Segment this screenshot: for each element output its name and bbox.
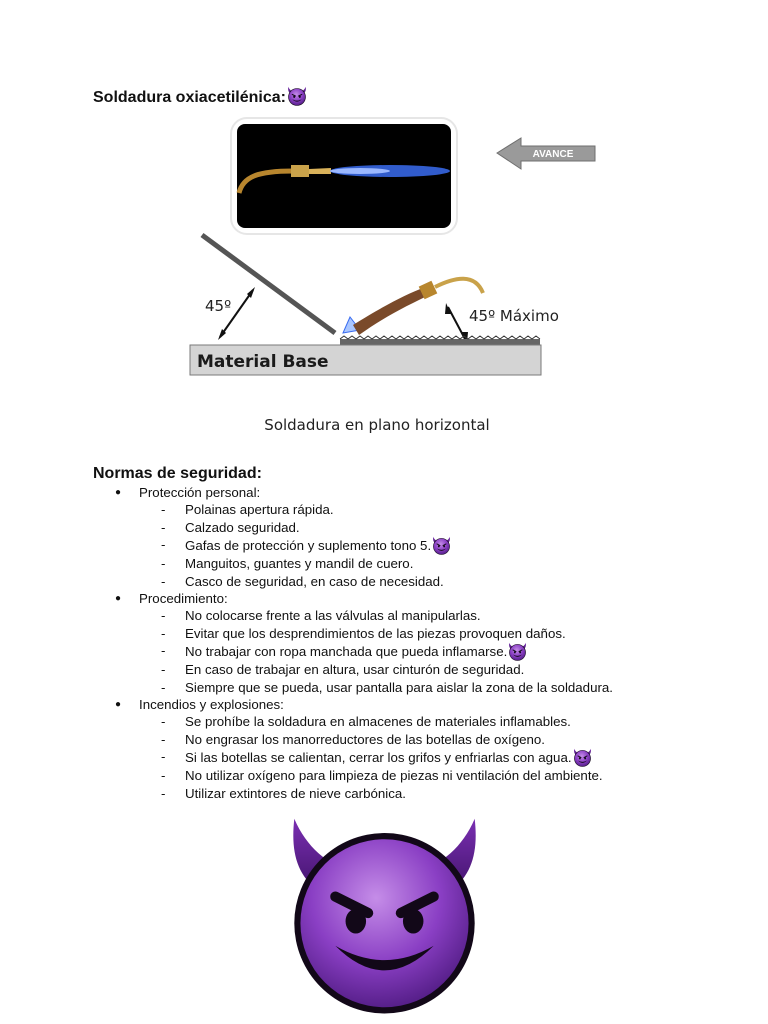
safety-section-label: Protección personal: [139, 485, 261, 500]
avance-label: AVANCE [532, 149, 574, 160]
dash-marker: - [161, 625, 166, 641]
safety-section-label: Incendios y explosiones: [139, 697, 284, 713]
list-item [93, 661, 733, 678]
list-item-text: Si las botellas se calientan, cerrar los grifos y enfriarlas con agua. [185, 750, 572, 766]
list-item [93, 607, 733, 624]
diagram-torch-body [353, 287, 429, 335]
list-item [93, 519, 733, 536]
dash-marker: - [161, 573, 166, 589]
photo-torch-nut [291, 165, 309, 177]
list-item [93, 625, 733, 642]
list-item [93, 713, 733, 730]
smiling-devil-icon [508, 642, 527, 661]
filler-rod [202, 235, 335, 333]
smiling-devil-icon [287, 86, 307, 106]
list-item [93, 785, 733, 802]
right-angle-arrowhead-top [445, 303, 451, 314]
dash-marker: - [161, 768, 166, 784]
list-item-text: No trabajar con ropa manchada que pueda inflamarse. [185, 644, 508, 660]
bullet-marker: ● [115, 699, 122, 711]
list-item [93, 536, 733, 555]
welding-diagram [185, 115, 605, 440]
list-item [93, 501, 733, 518]
dash-marker: - [161, 537, 166, 553]
smiling-devil-icon [432, 536, 451, 555]
document-title: Soldadura oxiacetilénica: [93, 86, 307, 108]
photo-torch-tip [309, 168, 331, 174]
material-base-label: Material Base [197, 352, 329, 372]
safety-section [93, 590, 733, 607]
list-item-text: Casco de seguridad, en caso de necesidad. [185, 573, 444, 589]
dash-marker: - [161, 608, 166, 624]
dash-marker: - [161, 714, 166, 730]
dash-marker: - [161, 749, 166, 765]
list-item-text: Utilizar extintores de nieve carbónica. [185, 785, 406, 801]
safety-section [93, 484, 733, 501]
dash-marker: - [161, 679, 166, 695]
right-angle-arrow [448, 307, 465, 339]
smiling-devil-icon [282, 808, 487, 1018]
list-item-text: Gafas de protección y suplemento tono 5. [185, 538, 432, 554]
dash-marker: - [161, 643, 166, 659]
list-item [93, 679, 733, 696]
dash-marker: - [161, 785, 166, 801]
list-item [93, 767, 733, 784]
dash-marker: - [161, 662, 166, 678]
photo-flame-core [330, 168, 390, 174]
list-item-text: Siempre que se pueda, usar pantalla para aislar la zona de la soldadura. [185, 679, 613, 695]
list-item [93, 642, 733, 661]
list-item [93, 573, 733, 590]
list-item-text: En caso de trabajar en altura, usar cinturón de seguridad. [185, 662, 525, 678]
list-item-text: Calzado seguridad. [185, 519, 300, 535]
list-item-text: No colocarse frente a las válvulas al manipularlas. [185, 608, 481, 624]
list-item-text: Manguitos, guantes y mandil de cuero. [185, 556, 414, 572]
safety-section [93, 696, 733, 713]
list-item-text: Se prohíbe la soldadura en almacenes de materiales inflamables. [185, 714, 571, 730]
diagram-torch-tube [435, 279, 483, 293]
figure-caption: Soldadura en plano horizontal [264, 416, 490, 434]
safety-heading: Normas de seguridad: [93, 465, 262, 482]
list-item-text: No engrasar los manorreductores de las botellas de oxígeno. [185, 731, 545, 747]
list-item [93, 731, 733, 748]
welding-diagram-svg [185, 115, 605, 440]
list-item-text: Evitar que los desprendimientos de las piezas provoquen daños. [185, 625, 566, 641]
dash-marker: - [161, 556, 166, 572]
dash-marker: - [161, 731, 166, 747]
safety-list [93, 484, 733, 802]
right-angle-label: 45º Máximo [469, 307, 559, 325]
list-item-text: Polainas apertura rápida. [185, 502, 334, 518]
bullet-marker: ● [115, 593, 122, 605]
weld-bead [340, 339, 540, 345]
smiling-devil-icon [573, 748, 592, 767]
weld-bead-ripples [340, 336, 540, 339]
bullet-marker: ● [115, 487, 122, 498]
dash-marker: - [161, 502, 166, 518]
list-item-text: No utilizar oxígeno para limpieza de piezas ni ventilación del ambiente. [185, 768, 603, 784]
dash-marker: - [161, 519, 166, 535]
list-item [93, 555, 733, 572]
safety-section-label: Procedimiento: [139, 591, 228, 607]
left-angle-label: 45º [205, 297, 232, 315]
list-item [93, 748, 733, 767]
